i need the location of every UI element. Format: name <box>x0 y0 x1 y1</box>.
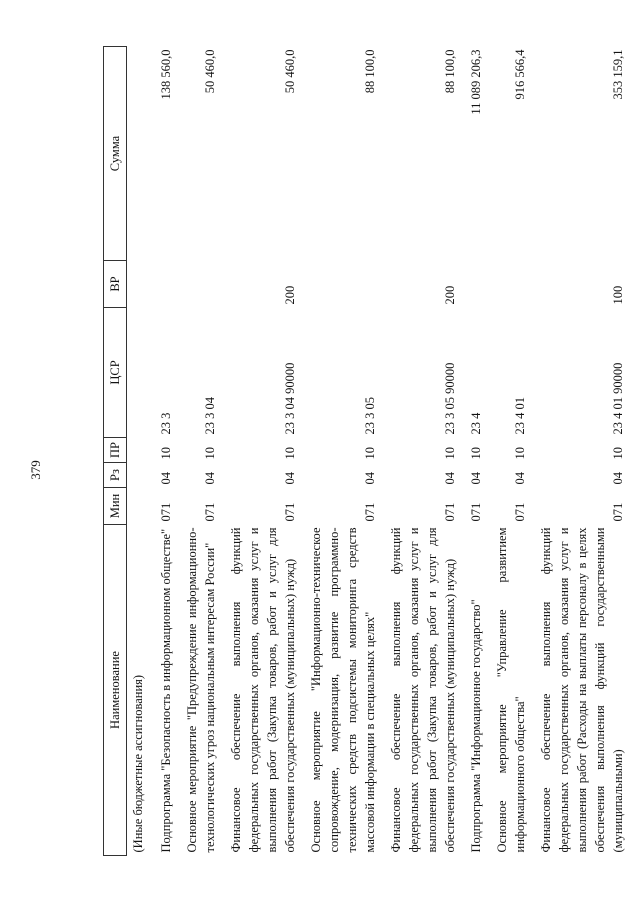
row-min: 071 <box>203 502 217 522</box>
row-pr <box>127 438 148 463</box>
row-csr: 23 4 01 90000 <box>611 362 625 435</box>
header-vr: ВР <box>104 261 127 308</box>
row-vr <box>459 261 485 308</box>
row-sum: 138 560,0 <box>159 49 173 100</box>
row-min: 071 <box>363 502 377 522</box>
row-csr: 23 4 <box>469 412 483 435</box>
table-row <box>459 47 485 856</box>
row-csr: 23 3 04 <box>203 397 217 435</box>
row-vr <box>299 261 379 308</box>
header-sum: Сумма <box>104 47 127 261</box>
row-pr: 10 <box>443 447 457 460</box>
row-rz <box>127 463 148 488</box>
row-csr: 23 4 01 <box>513 397 527 435</box>
table-header-row <box>104 47 127 856</box>
row-sum: 50 460,0 <box>283 49 297 94</box>
row-rz: 04 <box>203 472 217 485</box>
row-vr: 200 <box>283 285 297 305</box>
row-sum: 88 100,0 <box>443 49 457 94</box>
row-sum: 50 460,0 <box>203 49 217 94</box>
row-sum: 11 089 206,3 <box>469 49 483 115</box>
rotated-page-content <box>103 47 625 856</box>
row-vr: 200 <box>443 285 457 305</box>
row-name: Основное мероприятие "Информационно-техническое сопровождение, модернизация, развитие программно-технических средств подсистемы мониторинга средств массовой информации в специальных целях" <box>309 527 377 853</box>
row-name: Основное мероприятие "Управление развитием информационного общества" <box>495 527 527 853</box>
row-vr: 100 <box>611 285 625 305</box>
row-pr: 10 <box>159 447 173 460</box>
row-csr: 23 3 <box>159 412 173 435</box>
table-row <box>175 47 219 856</box>
row-sum: 88 100,0 <box>363 49 377 94</box>
table-row <box>127 47 148 856</box>
row-rz: 04 <box>443 472 457 485</box>
table-row <box>485 47 529 856</box>
row-csr: 23 3 05 <box>363 397 377 435</box>
row-vr <box>127 261 148 308</box>
page-number: 379 <box>28 460 43 480</box>
row-sum: 916 566,4 <box>513 49 527 100</box>
header-pr: ПР <box>104 438 127 463</box>
row-name: Финансовое обеспечение выполнения функций федеральных государственных органов, оказания услуг и выполнения работ (Закупка товаров, работ и услуг для обеспечения государственных (муниципальных) нужд) <box>229 527 297 853</box>
row-name: Подпрограмма "Информационное государство" <box>469 599 483 853</box>
table-row <box>219 47 299 856</box>
row-pr: 10 <box>611 447 625 460</box>
row-csr: 23 3 05 90000 <box>443 362 457 435</box>
row-name: Подпрограмма "Безопасность в информационном обществе" <box>159 528 173 853</box>
row-min: 071 <box>283 502 297 522</box>
row-name: (Иные бюджетные ассигнования) <box>131 674 145 853</box>
header-rz: Рз <box>104 463 127 488</box>
row-pr: 10 <box>363 447 377 460</box>
row-rz: 04 <box>611 472 625 485</box>
row-pr: 10 <box>283 447 297 460</box>
row-min <box>127 488 148 525</box>
row-vr <box>485 261 529 308</box>
row-pr: 10 <box>203 447 217 460</box>
row-rz: 04 <box>283 472 297 485</box>
row-csr <box>127 308 148 438</box>
row-pr: 10 <box>513 447 527 460</box>
row-csr: 23 3 04 90000 <box>283 362 297 435</box>
table-row <box>147 47 175 856</box>
header-name: Наименование <box>104 525 127 856</box>
row-rz: 04 <box>513 472 527 485</box>
table-row <box>299 47 379 856</box>
row-min: 071 <box>469 502 483 522</box>
row-vr <box>175 261 219 308</box>
row-name: Основное мероприятие "Предупреждение информационно-технологических угроз национальным интересам России" <box>185 527 217 853</box>
row-pr: 10 <box>469 447 483 460</box>
table-row <box>529 47 627 856</box>
row-name: Финансовое обеспечение выполнения функций федеральных государственных органов, оказания услуг и выполнения работ (Расходы на выплаты персоналу в целях обеспечения выполнения функций государственными (муниципальными) <box>539 527 625 853</box>
row-sum: 353 159,1 <box>611 49 625 100</box>
row-min: 071 <box>513 502 527 522</box>
row-sum <box>127 47 148 261</box>
row-min: 071 <box>159 502 173 522</box>
row-rz: 04 <box>363 472 377 485</box>
row-rz: 04 <box>469 472 483 485</box>
row-rz: 04 <box>159 472 173 485</box>
budget-table <box>103 46 627 856</box>
row-min: 071 <box>443 502 457 522</box>
row-min: 071 <box>611 502 625 522</box>
header-min: Мин <box>104 488 127 525</box>
header-csr: ЦСР <box>104 308 127 438</box>
table-row <box>379 47 459 856</box>
row-vr <box>147 261 175 308</box>
row-name: Финансовое обеспечение выполнения функций федеральных государственных органов, оказания услуг и выполнения работ (Закупка товаров, работ и услуг для обеспечения государственных (муниципальных) нужд) <box>389 527 457 853</box>
